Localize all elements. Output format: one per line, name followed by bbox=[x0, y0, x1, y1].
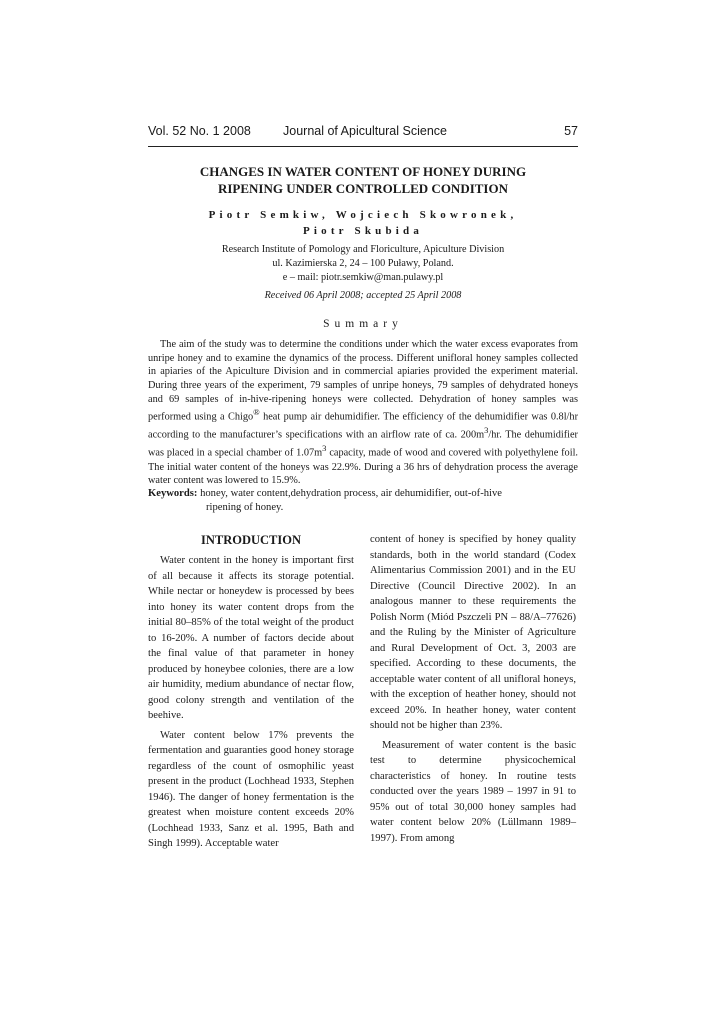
superscript-3b: 3 bbox=[322, 443, 327, 454]
running-header bbox=[148, 124, 578, 144]
keywords-text: honey, water content,dehydration process, air dehumidifier, out-of-hive bbox=[197, 488, 502, 499]
right-column bbox=[370, 532, 576, 850]
abstract-part-c: /hr. The dehumidifier was placed in a special chamber of 1.07m bbox=[148, 429, 578, 459]
affiliation-line-2: ul. Kazimierska 2, 24 – 100 Puławy, Poland. bbox=[272, 258, 454, 269]
title-line-1: CHANGES IN WATER CONTENT OF HONEY DURING bbox=[199, 164, 527, 179]
title-line-2: RIPENING UNDER CONTROLLED CONDITION bbox=[217, 181, 508, 196]
paper-title bbox=[148, 163, 578, 197]
left-column bbox=[148, 532, 354, 856]
intro-paragraph-2-continued: content of honey is specified by honey quality standards, both in the world standard (Codex Alimentarius Commission 2001) and in the EU Directive (Council Directive 2002). In an analogous manner to these requirements the Polish Norm (Miód Pszczeli PN – 88/A–77626) and the Ruling by the Minister of Agriculture and Rural Development of Oct. 3, 2003 are specified. According to these documents, the acceptable water content of all unifloral honeys, with the exception of heather honey, should not exceed 20%. In heather honey, water content should not be higher than 23%. bbox=[370, 534, 576, 731]
header-page-number: 57 bbox=[564, 124, 578, 138]
intro-paragraph-3: Measurement of water content is the basic test to determine physicochemical characteristics of honey. In routine tests conducted over the years 1989 – 1997 in 91 to 95% out of total 30,000 honey samples had water content below 20% (Lüllmann 1989–1997). From among bbox=[370, 739, 576, 844]
header-journal-name: Journal of Apicultural Science bbox=[283, 124, 447, 138]
authors bbox=[148, 207, 578, 239]
keywords-text-continued: ripening of honey. bbox=[206, 502, 284, 513]
keywords bbox=[148, 487, 578, 515]
abstract-text bbox=[148, 338, 578, 488]
intro-paragraph-1: Water content in the honey is important first of all because it affects its storage potential. While nectar or honeydew is processed by bees into honey its water content drops from the initial 80–85% of the total weight of the product to 16-20%. A number of factors decide about the final value of that parameter in honey produced by honeybee colonies, there are a low air humidity, medium abundance of nectar flow, good colony strength and ventilation of the beehive. bbox=[148, 555, 354, 721]
superscript-3a: 3 bbox=[484, 425, 489, 436]
authors-line-2: Piotr Skubida bbox=[302, 225, 424, 237]
header-divider bbox=[148, 146, 578, 147]
registered-mark: ® bbox=[253, 407, 260, 418]
abstract-part-d: capacity, made of wood and covered with polyethylene foil. The initial water content of the honeys was 22.9%. During a 36 hrs of dehydration process the average water content was lowered to 15.9%. bbox=[148, 447, 578, 487]
keywords-label: Keywords: bbox=[148, 488, 198, 499]
summary-heading: Summary bbox=[323, 318, 403, 330]
introduction-heading: INTRODUCTION bbox=[200, 533, 301, 547]
received-dates: Received 06 April 2008; accepted 25 April 2008 bbox=[264, 290, 462, 301]
intro-paragraph-2: Water content below 17% prevents the fermentation and guaranties good honey storage regardless of the count of osmophilic yeast present in the product (Lochhead 1933, Stephen 1946). The danger of honey fermentation is the greatest when moisture content exceeds 20% (Lochhead 1933, Sanz et al. 1995, Bath and Singh 1999). Acceptable water bbox=[148, 729, 354, 849]
affiliation-line-1: Research Institute of Pomology and Floriculture, Apiculture Division bbox=[221, 244, 505, 255]
authors-line-1: Piotr Semkiw, Wojciech Skowronek, bbox=[208, 209, 518, 221]
header-volume: Vol. 52 No. 1 2008 bbox=[148, 124, 251, 138]
abstract-part-b: heat pump air dehumidifier. The efficiency of the dehumidifier was 0.8l/hr according to the manufacturer’s specifications with an airflow rate of ca. 200m bbox=[148, 411, 578, 441]
abstract-part-a: The aim of the study was to determine the conditions under which the water excess evaporates from unripe honey and to examine the dynamics of the process. Different unifloral honey samples collected in apiaries of the Apiculture Division and in commercial apiaries provided the experiment material. During three years of the experiment, 79 samples of unripe honeys, 79 samples of dehydrated honeys and 69 samples of in-hive-ripening honeys were collected. Dehydration of honey samples was performed using a Chigo bbox=[148, 339, 578, 423]
affiliation-email: e – mail: piotr.semkiw@man.pulawy.pl bbox=[282, 272, 444, 283]
affiliation bbox=[148, 243, 578, 285]
